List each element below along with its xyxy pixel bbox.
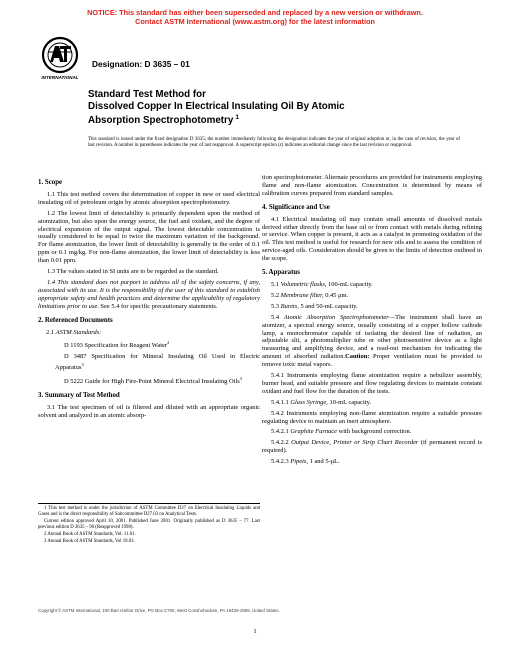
astm-standards-label: ASTM Standards: [55,328,102,336]
item-text: 1 and 5-μL. [308,458,340,466]
apparatus-5-2 [262,292,482,300]
footnote-3: 3 Annual Book of ASTM Standards, Vol 10.03. [44,539,135,544]
footnote-ref: 3 [239,376,242,382]
notice-line-1: NOTICE: This standard has either been superseded and replaced by a new version or withdrawn. [87,8,423,17]
reference-d1193 [38,339,260,350]
apparatus-5-4-2-2 [262,439,482,455]
paragraph-4-1: 4.1 Electrical insulating oil may contain small amounts of dissolved metals derived either directly from the base oil or from contact with metals during refining or service. When copper is present, it acts as a catalyst in promoting oxidation of the oil. This test method is useful for research for new oils and to assess the condition of service-aged oils. Consideration should be given to the limits of detection outlined in the scope. [262,215,482,263]
reference-text: D 1193 Specification for Reagent Water [64,342,167,350]
title-line-3: Absorption Spectrophotometry [88,115,234,126]
footnote-1-edition: Current edition approved April 10, 2001. Published June 2001. Originally published as D 3635 – 77. Last previous edition D 3635 – 90 (Reapproved 1998). [38,519,260,530]
footnote-2: 2 Annual Book of ASTM Standards, Vol. 11.01. [44,532,136,537]
paragraph-number: 5.1 [271,280,281,288]
reference-text: D 5222 Guide for High Fire-Point Mineral Electrical Insulating Oils [64,378,240,386]
paragraph-1-4 [38,279,260,311]
apparatus-5-3 [262,303,482,311]
paragraph-3-1: 3.1 The test specimen of oil is filtered and diluted with an appropriate organic solvent and analyzed in an atomic absorp- [38,403,260,419]
apparatus-5-4-2-3 [262,458,482,466]
paragraph-1-3: 1.3 The values stated in SI units are to be regarded as the standard. [47,268,219,276]
apparatus-5-4-1: 5.4.1 Instruments employing flame atomization require a nebulizer assembly, burner head, and suitable pressure and flow regulating devices to maintain constant oxidant and fuel flow for the duration of the tests. [262,372,482,395]
apparatus-5-1 [262,281,482,289]
footnote-ref: 3 [81,362,84,368]
title-footnote-ref: 1 [235,114,239,121]
reference-d5222 [38,375,260,386]
safety-statement: 1.4 This standard does not purport to address all of the safety concerns, if any, associated with its use. It is the responsibility of the user of this standard to establish appropriate safety and health practices and determine the applicability of regulatory limitations prior to use. [38,278,260,310]
apparatus-5-4 [262,314,482,369]
paragraph-number: 5.4.2.1 [271,428,291,436]
issue-note: This standard is issued under the fixed designation D 3635; the number immediately following the designation indicates the year of original adoption or, in the case of revision, the year of last revision. A number in parentheses indicates the year of last reapproval. A superscript epsilon (ε) indicates an editorial change since the last revision or reapproval. [88,137,460,149]
item-label: Output Device, Printer or Strip Chart Recorder [291,439,419,447]
section-heading-scope: 1. Scope [38,179,63,186]
right-column [262,174,482,469]
left-column [38,179,260,423]
item-text: 100-mL capacity. [326,280,373,288]
item-label: Volumetric flasks, [280,280,327,288]
section-heading-significance: 4. Significance and Use [262,203,330,211]
paragraph-number: 5.4.1.1 [271,398,291,406]
item-label: Graphite Furnace [290,428,337,436]
item-text: 0.45 μm. [323,291,349,299]
item-text: 10-mL capacity. [327,398,372,406]
title-line-2: Dissolved Copper In Electrical Insulating Oil By Atomic [88,100,345,112]
safety-statement-tail: See 5.4 for specific precautionary statements. [98,302,218,310]
reference-text: D 3487 Specification for Mineral Insulating Oil Used in Electric Apparatus [55,353,260,372]
footnote-1: 1 This test method is under the jurisdiction of ASTM Committee D27 on Electrical Insulating Liquids and Gases and is the direct responsibility of Subcommittee D27.03 on Analytical Tests. [38,506,260,517]
item-text: —The instrument shall have an atomizer, a spectral energy source, usually consisting of a copper hollow cathode lamp, a monochromator capable of isolating the desired line of radiation, an adjustable slit, a photomultiplier tube or other photosensitive device as a light measuring and amplifying device, and a read-out mechanism for indicating the amount of absorbed radiation. [262,313,482,361]
paragraph-number: 5.4.2.3 [271,458,291,466]
paragraph-2-1 [38,329,260,337]
designation: Designation: D 3635 – 01 [92,59,190,69]
item-text: 5 and 50-mL capacity. [298,302,358,310]
apparatus-5-4-2: 5.4.2 Instruments employing non-flame atomization require a suitable pressure regulating device to maintain an inert atmosphere. [262,409,482,425]
item-label: Membrane filter, [280,291,324,299]
paragraph-number: 5.3 [271,302,281,310]
withdrawal-notice [0,8,510,27]
footnote-ref: 2 [166,340,170,346]
notice-line-2: Contact ASTM International (www.astm.org) for the latest information [135,17,375,27]
astm-logo-icon [38,35,82,85]
paragraph-number: 5.4 [271,313,284,321]
item-label: Burets, [280,302,299,310]
item-label: Atomic Absorption Spectrophotometer [283,313,389,321]
paragraph-3-1-continued: tion spectrophotometer. Alternate procedures are provided for instruments employing flame and non-flame atomization. Concentration is determined by means of calibration curves prepared from standard samples. [262,174,482,197]
paragraph-1-2: 1.2 The lowest limit of detectability is primarily dependent upon the method of atomization, but also upon the energy source, the fuel and oxidant, and the degree of electrical expansion of the output signal. The lowest detectable concentration is usually considered to be equal to twice the maximum variation of the background. For flame atomization, the lower limit of detectability is generally in the order of 0.1 ppm or 0.1 mg/kg. For non-flame atomization, the lower limit of detectability is less than 0.01 ppm. [38,209,260,265]
footnotes [38,503,260,546]
copyright-line: Copyright © ASTM International, 100 Barr Harbor Drive, PO Box C700, West Conshohocken, PA 19428-2959, United States. [38,608,280,613]
apparatus-5-4-1-1 [262,399,482,407]
section-heading-summary: 3. Summary of Test Method [38,392,120,400]
item-text: with background correction. [336,428,412,436]
apparatus-5-4-2-1 [262,428,482,436]
item-label: Pipets, [290,458,309,466]
title-line-1: Standard Test Method for [88,89,206,100]
paragraph-number: 2.1 [46,328,56,336]
paragraph-1-1: 1.1 This test method covers the determination of copper in new or used electrical insulating oil of petroleum origin by atomic absorption spectrophotometry. [38,190,260,206]
document-title [88,89,468,127]
caution-text: Proper ventilation must be provided to remove toxic metal vapors. [262,353,482,369]
section-heading-referenced-documents: 2. Referenced Documents [38,316,113,324]
logo-text: INTERNATIONAL [41,75,79,80]
section-heading-apparatus: 5. Apparatus [262,269,300,277]
caution-label: Caution: [345,353,370,361]
page-number: 1 [253,628,257,635]
reference-d3487 [38,353,260,372]
paragraph-number: 5.2 [271,291,281,299]
item-text: (if permanent record is required). [262,439,483,455]
paragraph-number: 5.4.2.2 [271,439,292,447]
item-label: Glass Syringe, [290,398,328,406]
